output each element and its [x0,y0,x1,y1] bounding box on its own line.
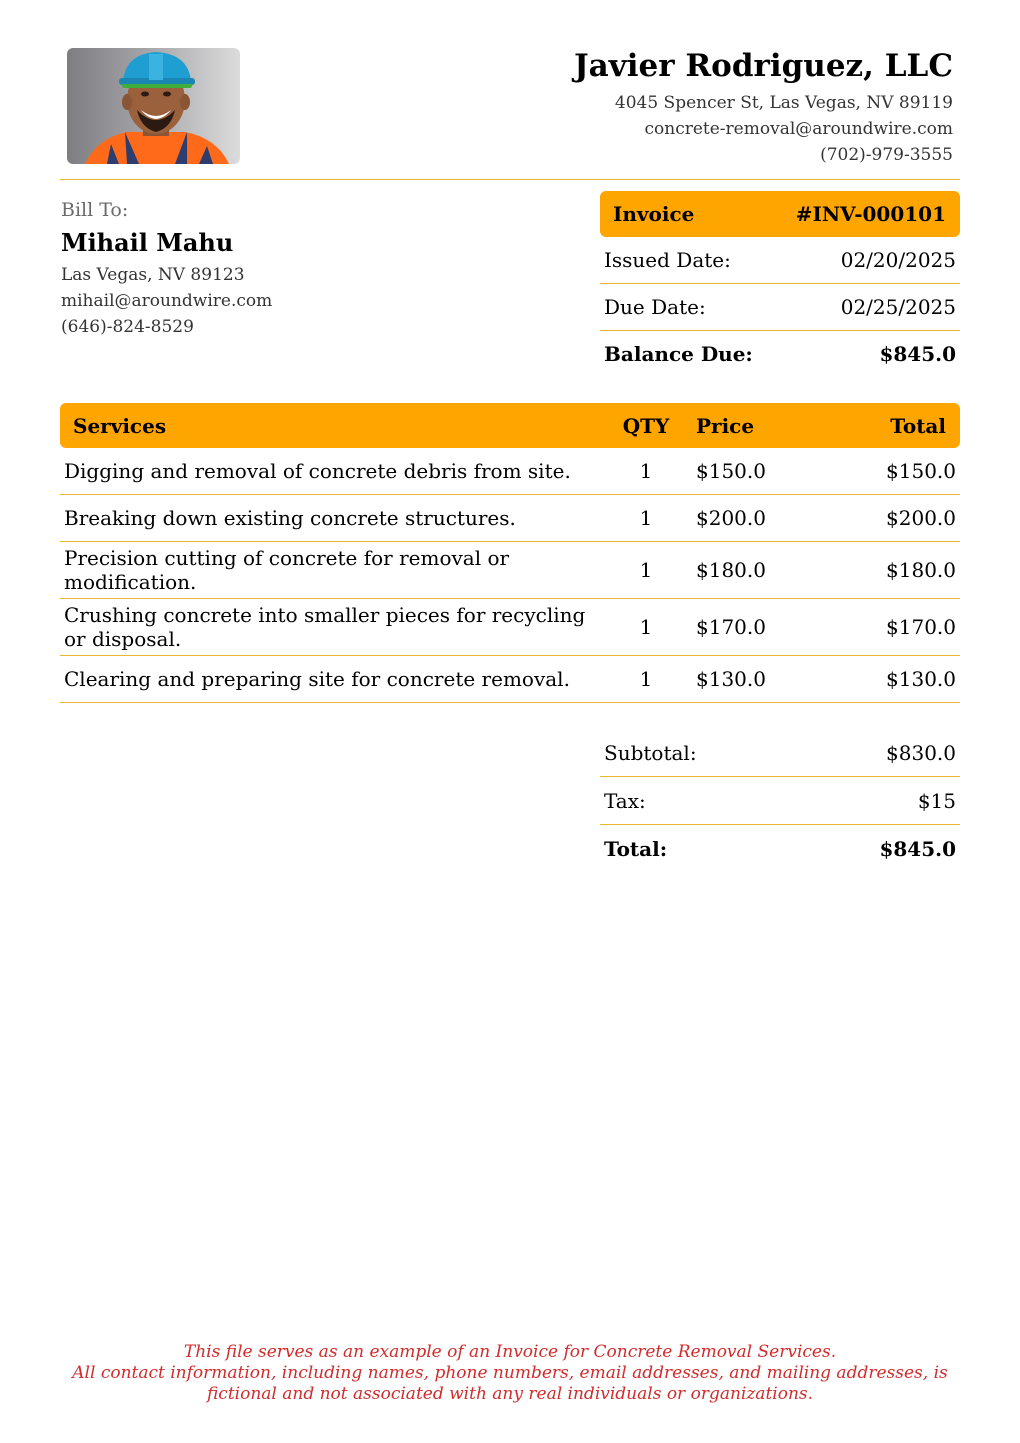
company-address: 4045 Spencer St, Las Vegas, NV 89119 [614,93,953,113]
service-description: Crushing concrete into smaller pieces for recycling or disposal. [64,603,586,651]
service-description: Clearing and preparing site for concrete removal. [64,667,570,691]
issued-date-value: 02/20/2025 [840,248,956,272]
company-phone: (702)-979-3555 [820,145,953,165]
disclaimer-footer [0,1342,1020,1405]
table-row [60,599,960,656]
service-qty: 1 [639,667,653,691]
balance-due-value: $845.0 [879,342,956,366]
service-total: $180.0 [886,558,956,582]
service-qty: 1 [639,558,653,582]
total-row [600,825,960,872]
invoice-label: Invoice [613,202,695,226]
services-table-header [60,403,960,448]
invoice-header-bar [600,191,960,237]
total-label: Total: [604,836,668,861]
service-total: $150.0 [886,459,956,483]
table-row [60,448,960,495]
bill-to-email: mihail@aroundwire.com [61,291,273,311]
tax-row [600,777,960,825]
service-total: $130.0 [886,667,956,691]
subtotal-value: $830.0 [886,740,956,765]
due-date-value: 02/25/2025 [840,295,956,319]
service-total: $200.0 [886,506,956,530]
tax-label: Tax: [604,788,646,813]
service-description: Precision cutting of concrete for removal or modification. [64,546,510,594]
table-row [60,542,960,599]
service-description: Breaking down existing concrete structures. [64,506,516,530]
disclaimer-line-2: All contact information, including names, phone numbers, email addresses, and mailing addresses, is [72,1363,948,1383]
header-price: Price [696,413,755,438]
issued-date-label: Issued Date: [604,248,731,272]
invoice-number: #INV-000101 [795,202,946,226]
subtotal-row [600,729,960,777]
bill-to-name: Mihail Mahu [61,228,234,257]
bill-to-phone: (646)-824-8529 [61,317,194,337]
header-divider [60,179,960,180]
totals-section [600,729,960,872]
total-value: $845.0 [879,836,956,861]
tax-value: $15 [917,788,956,813]
worker-portrait-photo [67,48,240,164]
due-date-row [600,284,960,331]
due-date-label: Due Date: [604,295,706,319]
bill-to-section [61,197,272,340]
service-price: $150.0 [696,459,766,483]
balance-due-label: Balance Due: [604,342,753,366]
table-row [60,495,960,542]
disclaimer-line-1: This file serves as an example of an Invoice for Concrete Removal Services. [183,1342,837,1362]
service-qty: 1 [639,615,653,639]
balance-due-row [600,331,960,377]
issued-date-row [600,237,960,284]
company-name: Javier Rodriguez, LLC [573,48,953,84]
subtotal-label: Subtotal: [604,740,697,765]
company-info [574,46,953,168]
service-description: Digging and removal of concrete debris from site. [64,459,571,483]
table-row [60,656,960,703]
bill-to-address: Las Vegas, NV 89123 [61,265,245,285]
service-price: $200.0 [696,506,766,530]
company-email: concrete-removal@aroundwire.com [644,119,953,139]
disclaimer-line-3: fictional and not associated with any real individuals or organizations. [206,1384,814,1404]
service-total: $170.0 [886,615,956,639]
invoice-meta [600,191,960,377]
header-total: Total [890,413,946,438]
service-price: $180.0 [696,558,766,582]
service-qty: 1 [639,506,653,530]
services-table [60,403,960,703]
service-price: $170.0 [696,615,766,639]
bill-to-label: Bill To: [61,199,129,221]
header-services: Services [73,413,167,438]
header-qty: QTY [622,413,670,438]
service-price: $130.0 [696,667,766,691]
service-qty: 1 [639,459,653,483]
